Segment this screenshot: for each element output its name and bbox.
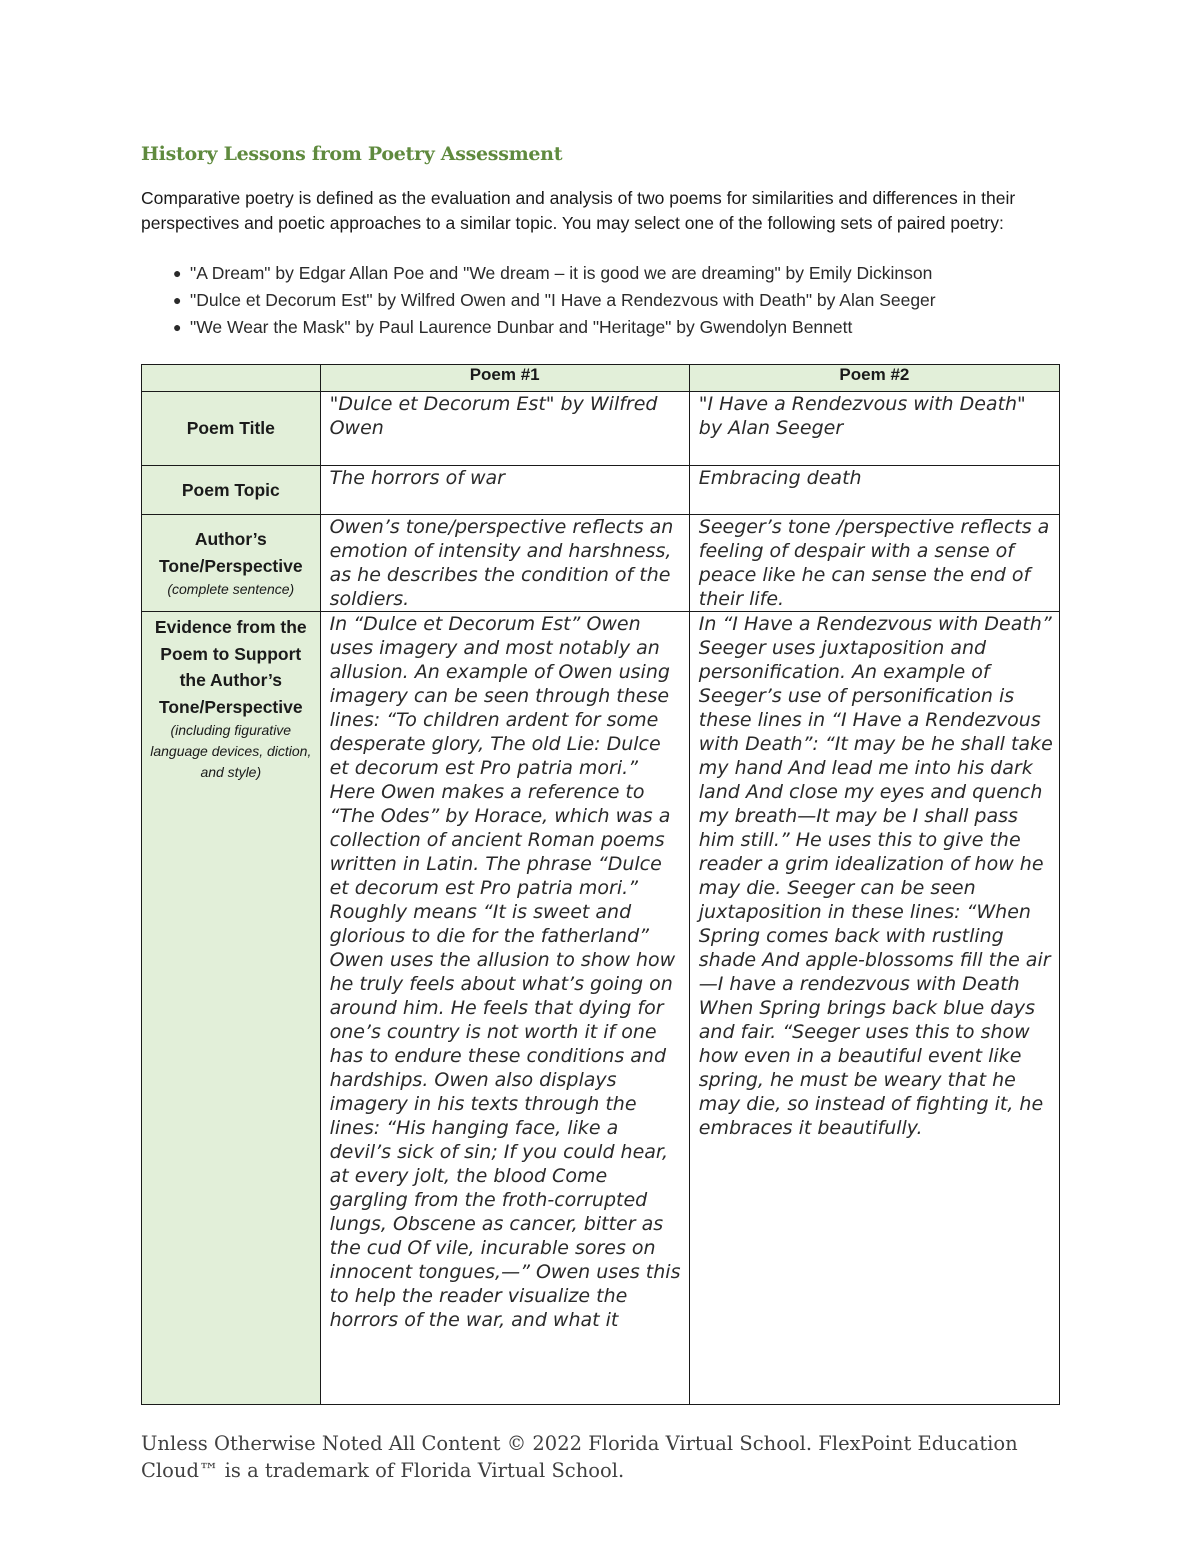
- list-item: [173, 287, 936, 314]
- row-label-poem-title: [142, 392, 321, 466]
- row-label-subtext: (including figurative language devices, diction, and style): [150, 722, 312, 780]
- intro-paragraph: Comparative poetry is defined as the evaluation and analysis of two poems for similarities and differences in their perspectives and poetic approaches to a similar topic. You may select one of the following sets of paired poetry:: [141, 188, 1016, 233]
- poem1-topic-answer[interactable]: The horrors of war: [320, 466, 689, 515]
- table-row: [142, 515, 1060, 612]
- row-label-text: Poem Title: [186, 418, 275, 439]
- poem1-title-answer[interactable]: "Dulce et Decorum Est" by Wilfred Owen: [320, 392, 689, 466]
- poem2-evidence-answer[interactable]: [689, 612, 1059, 1405]
- header-poem1: Poem #1: [320, 365, 689, 392]
- list-item: [173, 314, 936, 341]
- row-label-tone: [142, 515, 321, 612]
- poem1-evidence-answer[interactable]: [320, 612, 689, 1405]
- header-blank-cell: [142, 365, 321, 392]
- copyright-footer: Unless Otherwise Noted All Content © 2022 Florida Virtual School. FlexPoint Education Cloud™ is a trademark of Florida Virtual School.: [141, 1432, 1018, 1482]
- row-label-poem-topic: [142, 466, 321, 515]
- header-poem2: Poem #2: [689, 365, 1059, 392]
- row-label-text: Author’s Tone/Perspective: [158, 529, 303, 576]
- poem-pair-list: [173, 260, 936, 341]
- list-item-text: "We Wear the Mask" by Paul Laurence Dunbar and "Heritage" by Gwendolyn Bennett: [190, 317, 853, 337]
- table-row: [142, 392, 1060, 466]
- row-label-subtext: (complete sentence): [167, 581, 295, 597]
- poem2-tone-answer[interactable]: Seeger’s tone /perspective reflects a feeling of despair with a sense of peace like he can sense the end of their life.: [689, 515, 1059, 612]
- row-label-text: Poem Topic: [181, 479, 280, 500]
- comparison-table: [141, 364, 1060, 1405]
- poem1-evidence-text: In “Dulce et Decorum Est” Owen uses imagery and most notably an allusion. An example of Owen using imagery can be seen through these lines: “To children ardent for some desperate glory, The old Lie: Dulce et decorum est Pro patria mori.” Here Owen makes a reference to “The Odes” by Horace, which was a collection of ancient Roman poems written in Latin. The phrase “Dulce et decorum est Pro patria mori.” Roughly means “It is sweet and glorious to die for the fatherland” Owen uses the allusion to show how he truly feels about what’s going on around him. He feels that dying for one’s country is not worth it if one has to endure these conditions and hardships. Owen also displays imagery in his texts through the lines: “His hanging face, like a devil’s sick of sin; If you could hear, at every jolt, the blood Come gargling from the froth-corrupted lungs, Obscene as cancer, bitter as the cud Of vile, incurable sores on innocent tongues,—” Owen uses this to help the reader visualize the horrors of the war, and what it: [329, 613, 681, 1331]
- bullet-icon: ●: [173, 292, 182, 308]
- poem2-topic-answer[interactable]: Embracing death: [689, 466, 1059, 515]
- list-item-text: "Dulce et Decorum Est" by Wilfred Owen and "I Have a Rendezvous with Death" by Alan Seeger: [190, 290, 936, 310]
- bullet-icon: ●: [173, 265, 182, 281]
- poem2-title-answer[interactable]: "I Have a Rendezvous with Death" by Alan Seeger: [689, 392, 1059, 466]
- poem2-evidence-text: In “I Have a Rendezvous with Death” Seeger uses juxtaposition and personification. An example of Seeger’s use of personification is these lines in “I Have a Rendezvous with Death”: “It may be he shall take my hand And lead me into his dark land And close my eyes and quench my breath—It may be I shall pass him still.” He uses this to give the reader a grim idealization of how he may die. Seeger can be seen juxtaposition in these lines: “When Spring comes back with rustling shade And apple-blossoms fill the air—I have a rendezvous with Death When Spring brings back blue days and fair. “Seeger uses this to show how even in a beautiful event like spring, he must be weary that he may die, so instead of fighting it, he embraces it beautifully.: [698, 613, 1053, 1139]
- table-row: [142, 466, 1060, 515]
- row-label-evidence: [142, 612, 321, 1405]
- bullet-icon: ●: [173, 319, 182, 335]
- table-row: [142, 612, 1060, 1405]
- page-title: History Lessons from Poetry Assessment: [141, 143, 563, 165]
- table-header-row: [142, 365, 1060, 392]
- row-label-text: Evidence from the Poem to Support the Author’s Tone/Perspective: [154, 617, 307, 717]
- list-item-text: "A Dream" by Edgar Allan Poe and "We dream – it is good we are dreaming" by Emily Dickinson: [190, 263, 933, 283]
- list-item: [173, 260, 936, 287]
- poem1-tone-answer[interactable]: Owen’s tone/perspective reflects an emotion of intensity and harshness, as he describes the condition of the soldiers.: [320, 515, 689, 612]
